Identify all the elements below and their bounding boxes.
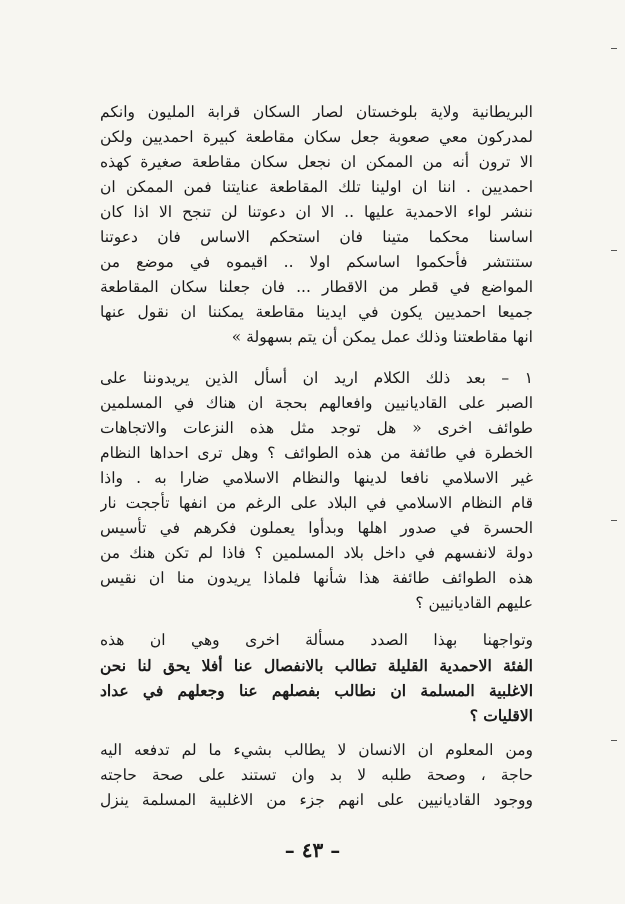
margin-mark <box>611 48 617 49</box>
text-line: البريطانية ولاية بلوخستان لصار السكان قرابة المليون وانكم <box>100 103 533 121</box>
text-line: لمدركون معي صعوبة جعل سكان مقاطعة كبيرة احمديين ولكن <box>100 128 533 146</box>
text-line: ومن المعلوم ان الانسان لا يطالب بشيء ما لم تدفعه اليه <box>100 741 533 759</box>
text-line: ووجود القاديانيين على انهم جزء من الاغلبية المسلمة ينزل <box>100 791 533 809</box>
text-line: الا ترون أنه من الممكن ان نجعل سكان مقاطعة صغيرة كهذه <box>100 153 533 171</box>
paragraph-1 <box>100 100 533 350</box>
text-line: المواضع في قطر من الاقطار ... فان جعلنا سكان المقاطعة <box>100 278 533 296</box>
text-line: حاجة ، وصحة طلبه لا بد وان تستند على صحة حاجته <box>100 766 533 784</box>
text-line: ١ – بعد ذلك الكلام اريد ان أسأل الذين يريدوننا على <box>100 369 533 387</box>
text-line: ستنتشر فأحكموا اساسكم اولا .. اقيموه في موضع من <box>100 253 533 271</box>
text-line: هذه الطوائف طائفة هذا شأنها فلماذا يريدون منا ان نقيس <box>100 569 533 587</box>
text-line: الاقليات ؟ <box>469 706 533 725</box>
text-line: جميعا احمديين يكون في ايدينا مقاطعة يمكننا ان نقول عنها <box>100 303 533 321</box>
text-line: دولة لانفسهم في داخل بلاد المسلمين ؟ فاذا لم تكن هنك من <box>100 544 533 562</box>
text-line: قام النظام الاسلامي في البلاد على الرغم من انفها تأججت نار <box>100 494 533 512</box>
text-line: احمديين . اننا ان اولينا تلك المقاطعة عنايتنا فمن الممكن ان <box>100 178 533 196</box>
text-line: الاغلبية المسلمة ان نطالب بفصلهم عنا وجعلهم في عداد <box>100 681 533 700</box>
page-number: – ٤٣ – <box>284 838 341 862</box>
paragraph-2 <box>100 366 533 616</box>
margin-mark <box>611 740 617 741</box>
text-line: وتواجهنا بهذا الصدد مسألة اخرى وهي ان هذه <box>100 631 533 649</box>
text-line: الخطرة في طائفة من هذه الطوائف ؟ وهل ترى احداها النظام <box>100 444 533 462</box>
text-line: عليهم القاديانيين ؟ <box>415 594 533 612</box>
text-line: الصبر على القاديانيين وافعالهم بحجة ان هناك في المسلمين <box>100 394 533 412</box>
text-line: انها مقاطعتنا وذلك عمل يمكن أن يتم بسهولة » <box>231 328 533 346</box>
margin-mark <box>611 250 617 251</box>
text-line: اساسنا محكما متينا فان استحكم الاساس فان دعوتنا <box>100 228 533 246</box>
text-line: الفئة الاحمدية القليلة تطالب بالانفصال عنا أفلا يحق لنا نحن <box>100 656 533 675</box>
margin-mark <box>611 520 617 521</box>
paragraph-3 <box>100 628 533 728</box>
text-line: ننشر لواء الاحمدية عليها .. الا ان دعوتنا لن تنجح الا اذا كان <box>100 203 533 221</box>
paragraph-4 <box>100 738 533 813</box>
text-line: غير الاسلامي نافعا لدينها والنظام الاسلامي ضارا به . واذا <box>100 469 533 487</box>
text-line: طوائف اخرى « هل توجد مثل هذه النزعات والاتجاهات <box>100 419 533 437</box>
text-line: الحسرة في صدور اهلها وبدأوا يعملون فكرهم في تأسيس <box>100 519 533 537</box>
